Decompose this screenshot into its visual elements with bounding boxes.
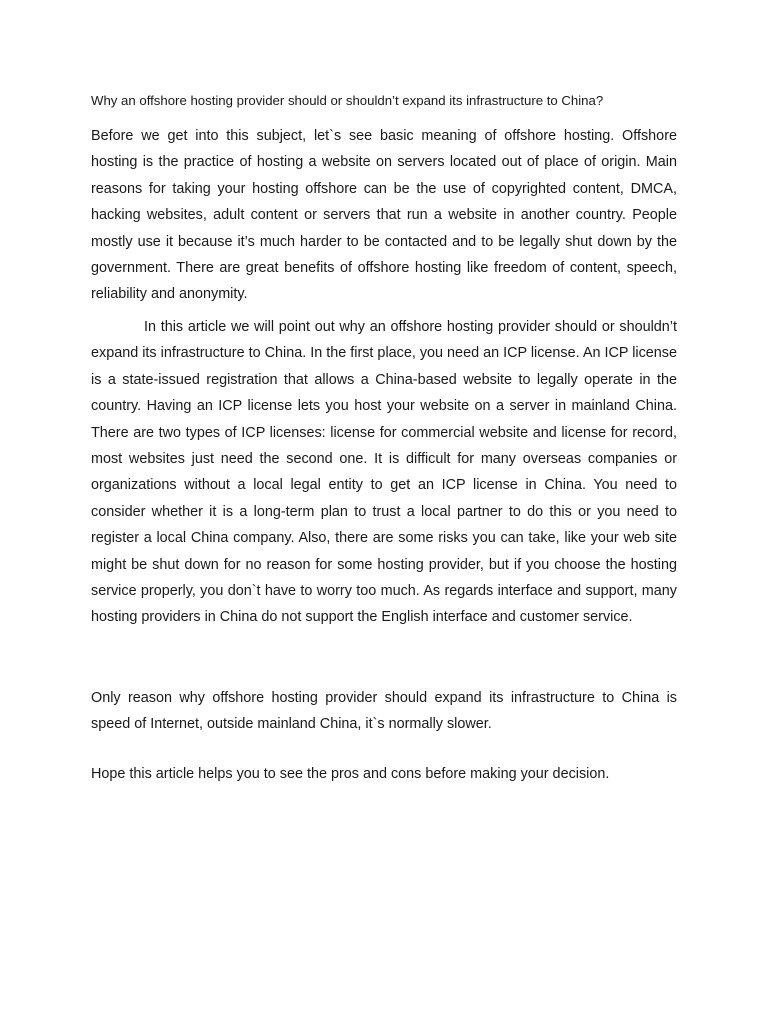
paragraph-icp-license: In this article we will point out why an offshore hosting provider should or shouldn’t expand its infrastructure to China. In the first place, you need an ICP license. An ICP license is a state-issued registration that allows a China-based website to legally operate in the country. Having an ICP license lets you host your website on a server in mainland China. There are two types of ICP licenses: license for commercial website and license for record, most websites just need the second one. It is difficult for many overseas companies or organizations without a local legal entity to get an ICP license in China. You need to consider whether it is a long-term plan to trust a local partner to do this or you need to register a local China company. Also, there are some risks you can take, like your web site might be shut down for no reason for some hosting provider, but if you choose the hosting service properly, you don`t have to worry too much. As regards interface and support, many hosting providers in China do not support the English interface and customer service. [91, 319, 677, 626]
paragraph-intro: Before we get into this subject, let`s see basic meaning of offshore hosting. Offshore hosting is the practice of hosting a website on servers located out of place of origin. Main reasons for taking your hosting offshore can be the use of copyrighted content, DMCA, hacking websites, adult content or servers that run a website in another country. People mostly use it because it’s much harder to be contacted and to be legally shut down by the government. There are great benefits of offshore hosting like freedom of content, speech, reliability and anonymity. [91, 128, 677, 303]
document-title: Why an offshore hosting provider should or shouldn’t expand its infrastructure to China? [91, 93, 604, 108]
paragraph-conclusion: Hope this article helps you to see the pros and cons before making your decision. [91, 766, 610, 782]
paragraph-speed-reason: Only reason why offshore hosting provider should expand its infrastructure to China is speed of Internet, outside mainland China, it`s normally slower. [91, 690, 677, 733]
